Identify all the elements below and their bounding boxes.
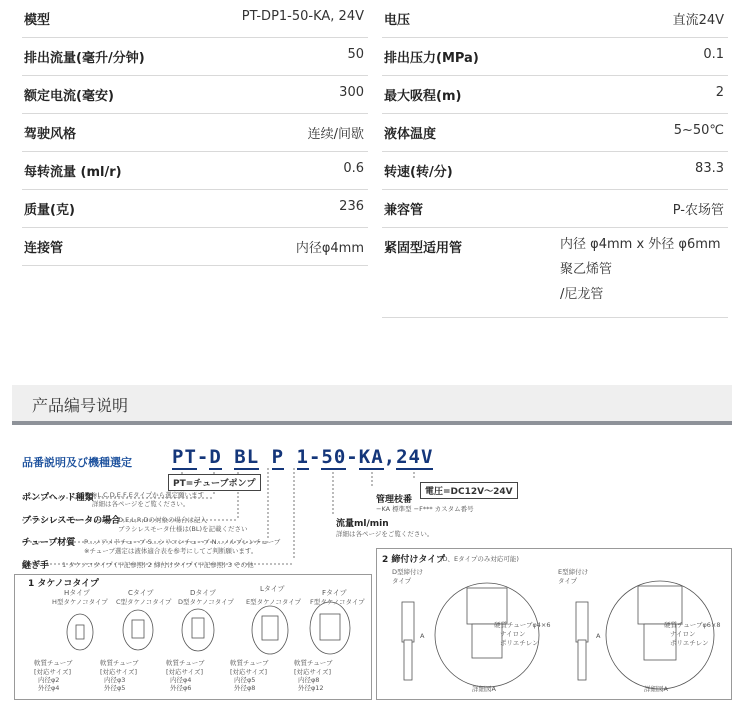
code-part: PT xyxy=(172,446,197,468)
spec-value: 连续/间歇 xyxy=(307,127,364,142)
type1-item-spec: [対応サイズ] xyxy=(100,668,138,676)
spec-value: 0.1 xyxy=(703,47,724,62)
type2-note: (D、Eタイプのみ対応可能) xyxy=(440,555,519,563)
type2-title: 2 締付けタイプ xyxy=(382,555,445,565)
section-underline xyxy=(12,421,732,425)
spec-row xyxy=(22,152,368,190)
type1-item-name: Dタイプ xyxy=(190,589,217,597)
type1-item-d1: 内径φ2 xyxy=(38,676,60,684)
type1-item-sub: E型タケノコタイプ xyxy=(246,598,302,606)
type2-item-m1: ナイロン xyxy=(670,630,696,638)
spec-key: 模型 xyxy=(24,13,51,28)
spec-value: 83.3 xyxy=(695,161,724,176)
spec-value: 内径φ4mm xyxy=(295,241,364,256)
brushless-label: ブラシレスモータの場合 xyxy=(22,516,121,526)
brushless-note2: ブラシレスモータ仕様は(BL)を記載ください xyxy=(118,525,248,533)
pt-label: PT=チューブポンプ xyxy=(168,474,261,491)
type1-item-d1: 内径φ5 xyxy=(234,676,256,684)
spec-row xyxy=(22,0,368,38)
type1-item-name: Fタイプ xyxy=(322,589,347,597)
type1-item-spec: [対応サイズ] xyxy=(230,668,268,676)
spec-value: 300 xyxy=(339,85,364,100)
type1-item-tube: 軟質チューブ xyxy=(100,659,139,667)
type1-item-sub: C型タケノコタイプ xyxy=(116,598,172,606)
type1-item-spec: [対応サイズ] xyxy=(166,668,204,676)
spec-row xyxy=(382,38,728,76)
type1-item-tube: 軟質チューブ xyxy=(34,659,73,667)
spec-value xyxy=(560,232,721,307)
type2-item-sub: タイプ xyxy=(558,577,578,585)
spec-row xyxy=(382,114,728,152)
spec-row xyxy=(382,228,728,316)
type2-item-mark: A xyxy=(596,632,601,640)
type1-item-d2: 外径φ6 xyxy=(170,684,192,692)
type1-item-d2: 外径φ12 xyxy=(298,684,324,692)
spec-table xyxy=(0,0,744,318)
type2-item-name: E型締付け xyxy=(558,568,589,576)
type1-item-spec: [対応サイズ] xyxy=(294,668,332,676)
diagram-title: 品番説明及び機種選定 xyxy=(22,456,132,469)
spec-row xyxy=(382,76,728,114)
code-part: 50 xyxy=(321,446,347,468)
joint-label: 継ぎ手 xyxy=(22,561,50,571)
spec-key: 额定电流(毫安) xyxy=(24,89,114,104)
spec-row xyxy=(382,152,728,190)
type1-item-name: Hタイプ xyxy=(64,589,90,597)
spec-value: 2 xyxy=(715,85,724,100)
type2-item-tube: 硬質チューブφ6×8 xyxy=(664,621,721,629)
pump-head-note: ※L,C,D,E,F,Eタイプから選定願います xyxy=(92,491,205,499)
type1-item-name: Lタイプ xyxy=(260,585,285,593)
code-part: KA xyxy=(358,446,384,468)
code-part: - xyxy=(346,446,359,468)
code-part: , xyxy=(383,446,397,468)
spec-key: 液体温度 xyxy=(384,127,437,142)
flow-label: 流量ml/min xyxy=(336,519,389,529)
type1-item-d2: 外径φ4 xyxy=(38,684,60,692)
code-part: D xyxy=(209,446,222,468)
spec-key: 质量(克) xyxy=(24,203,75,218)
spec-value: 直流24V xyxy=(672,13,724,28)
type1-item-tube: 軟質チューブ xyxy=(166,659,205,667)
spec-row xyxy=(22,38,368,76)
mgmt-note: −KA 標準型 −F*** カスタム番号 xyxy=(376,505,474,513)
type2-item-m1: ナイロン xyxy=(500,630,526,638)
code-part: P xyxy=(271,446,285,468)
type1-item-tube: 軟質チューブ xyxy=(230,659,269,667)
type1-item-d2: 外径φ8 xyxy=(234,684,256,692)
spec-row xyxy=(22,228,368,266)
type1-item-sub: F型タケノコタイプ xyxy=(310,598,365,606)
type1-item-name: Cタイプ xyxy=(128,589,154,597)
code-part: BL xyxy=(234,446,260,468)
tube-material-note: P…ノアメドチューブ S…シリコンチューブ N…ノルプレンチューブ xyxy=(84,538,281,546)
divider xyxy=(382,317,728,318)
spec-key: 驾驶风格 xyxy=(24,127,77,142)
voltage-label: 電圧=DC12V〜24V xyxy=(420,482,518,499)
pump-head-note2: 詳細は各ページをご覧ください。 xyxy=(92,500,190,508)
spec-value: 236 xyxy=(339,199,364,214)
spec-row xyxy=(382,190,728,228)
joint-note: 1 タケノコタイプ (下記参照) 2 締付けタイプ (下記参照) 3 その他 xyxy=(62,561,254,569)
type2-item-tube: 硬質チューブφ4×6 xyxy=(494,621,551,629)
tube-material-note2: ※チューブ選定は液体適合表を参考にしてご判断願います。 xyxy=(84,547,258,555)
type2-item-sub: タイプ xyxy=(392,577,412,585)
spec-row xyxy=(22,114,368,152)
spec-key: 最大吸程(m) xyxy=(384,89,462,104)
pump-head-label: ポンプヘッド種類 xyxy=(22,493,94,503)
model-code xyxy=(172,446,433,468)
type1-title: 1 タケノコタイプ xyxy=(28,579,99,589)
type2-item-name: D型締付け xyxy=(392,568,424,576)
type2-item-m2: ポリエチレン xyxy=(670,639,709,647)
divider xyxy=(22,265,368,266)
spec-row xyxy=(22,76,368,114)
type2-item-m2: ポリエチレン xyxy=(500,639,539,647)
code-part: 24V xyxy=(396,446,434,468)
tube-material-label: チューブ材質 xyxy=(22,538,76,548)
spec-key: 排出流量(毫升/分钟) xyxy=(24,51,145,66)
code-part: - xyxy=(308,446,322,468)
mgmt-label: 管理枝番 xyxy=(376,495,413,505)
spec-key: 电压 xyxy=(384,13,411,28)
spec-value-line: 内径 φ4mm x 外径 φ6mm xyxy=(560,237,721,252)
type1-item-d1: 内径φ8 xyxy=(298,676,320,684)
section-header xyxy=(12,385,732,425)
spec-key: 每转流量 (ml/r) xyxy=(24,165,122,180)
spec-row xyxy=(382,0,728,38)
spec-column-left xyxy=(22,0,368,266)
spec-key: 排出压力(MPa) xyxy=(384,51,479,66)
section-title: 产品编号说明 xyxy=(32,396,129,415)
type1-item-tube: 軟質チューブ xyxy=(294,659,333,667)
spec-value: 50 xyxy=(347,47,364,62)
spec-value: 0.6 xyxy=(343,161,364,176)
type2-item-detail: 詳細図A xyxy=(644,685,668,693)
flow-note: 詳細は各ページをご覧ください。 xyxy=(336,530,434,538)
brushless-note: D,E,L,R,Dの対象の場合は記入 xyxy=(118,516,208,524)
spec-value: P-农场管 xyxy=(672,203,724,218)
type2-item-mark: A xyxy=(420,632,425,640)
spec-value: 5~50℃ xyxy=(673,123,724,138)
code-part: 1 xyxy=(296,446,309,468)
spec-key: 转速(转/分) xyxy=(384,165,453,180)
type1-item-d1: 内径φ3 xyxy=(104,676,126,684)
type1-item-sub: H型タケノコタイプ xyxy=(52,598,108,606)
type1-item-spec: [対応サイズ] xyxy=(34,668,72,676)
spec-value-line: 聚乙烯管 xyxy=(560,262,613,277)
type1-item-sub: D型タケノコタイプ xyxy=(178,598,234,606)
type2-item-detail: 詳細図A xyxy=(472,685,496,693)
spec-row xyxy=(22,190,368,228)
type1-item-d1: 内径φ4 xyxy=(170,676,192,684)
spec-key: 兼容管 xyxy=(384,203,424,218)
code-part: - xyxy=(196,446,210,468)
part-number-diagram xyxy=(0,440,744,703)
type1-item-d2: 外径φ5 xyxy=(104,684,126,692)
spec-key: 连接管 xyxy=(24,241,64,256)
spec-value-line: /尼龙管 xyxy=(560,287,604,302)
spec-key: 紧固型适用管 xyxy=(384,241,463,256)
spec-column-right xyxy=(382,0,728,316)
spec-value: PT-DP1-50-KA, 24V xyxy=(241,9,364,24)
